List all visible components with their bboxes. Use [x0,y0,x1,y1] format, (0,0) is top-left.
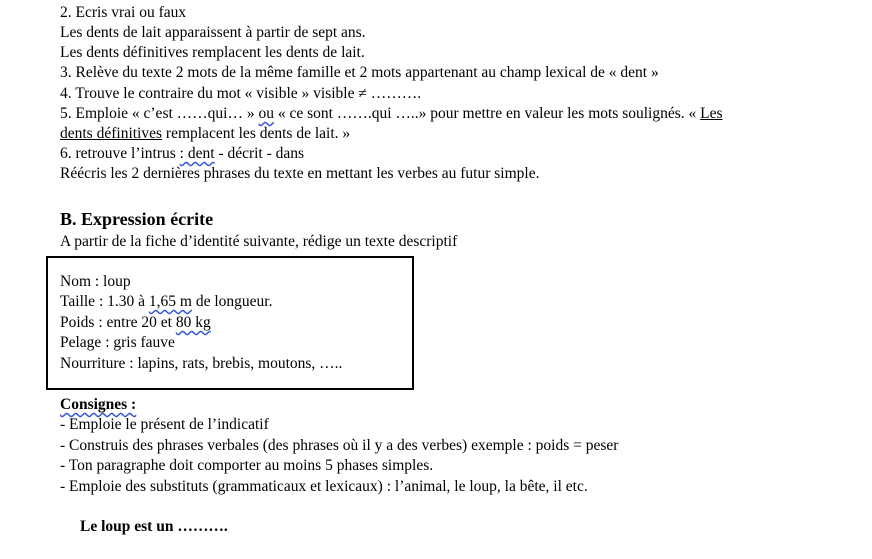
q5-text-d: remplacent les dents de lait. » [162,125,351,142]
question-4: 4. Trouve le contraire du mot « visible » visible ≠ ………. [60,85,422,102]
poids-a: Poids : entre 20 et [60,314,176,331]
fiche-nourriture: Nourriture : lapins, rats, brebis, moutons, ….. [60,355,343,372]
q6-text-c: - décrit - dans [214,145,305,162]
question-2-sentence-1: Les dents de lait apparaissent à partir de sept ans. [60,24,366,41]
question-7: Réécris les 2 dernières phrases du texte en mettant les verbes au futur simple. [60,165,540,182]
consigne-1: - Emploie le présent de l’indicatif [60,416,269,433]
q6-text-b: : dent [179,145,215,162]
question-3: 3. Relève du texte 2 mots de la même famille et 2 mots appartenant au champ lexical de « dent » [60,64,659,81]
fiche-nom: Nom : loup [60,273,131,290]
taille-c: de longueur. [191,293,273,310]
consigne-4: - Emploie des substituts (grammaticaux et lexicaux) : l’animal, le loup, la bête, il etc. [60,478,588,495]
consignes-title: Consignes : [60,396,137,413]
q5-ou: ou [258,105,274,122]
fiche-poids [60,313,211,333]
taille-b: 1,65 m [148,293,192,310]
section-b-title: B. Expression écrite [60,209,214,229]
question-5-line-1 [60,104,723,124]
fiche-pelage: Pelage : gris fauve [60,334,175,351]
poids-b: 80 kg [175,314,211,331]
question-2-title: 2. Ecris vrai ou faux [60,4,187,21]
q5-underlined-words: dents définitives [60,125,163,142]
fiche-taille [60,292,272,312]
question-6 [60,144,304,164]
question-2-sentence-2: Les dents définitives remplacent les dents de lait. [60,44,365,61]
q5-text-b: « ce sont …….qui …..» pour mettre en valeur les mots soulignés. « [273,105,701,122]
consigne-3: - Ton paragraphe doit comporter au moins 5 phases simples. [60,457,434,474]
question-5-line-2 [60,124,350,144]
q6-text-a: 6. retrouve l’intrus [60,145,180,162]
q5-les: Les [700,105,723,122]
taille-a: Taille : 1.30 à [60,293,149,310]
q5-text-a: 5. Emploie « c’est ……qui… » [60,105,259,122]
section-b-intro: A partir de la fiche d’identité suivante, rédige un texte descriptif [60,233,458,250]
consigne-2: - Construis des phrases verbales (des phrases où il y a des verbes) exemple : poids = peser [60,437,619,454]
closing-sentence: Le loup est un ………. [80,518,228,535]
